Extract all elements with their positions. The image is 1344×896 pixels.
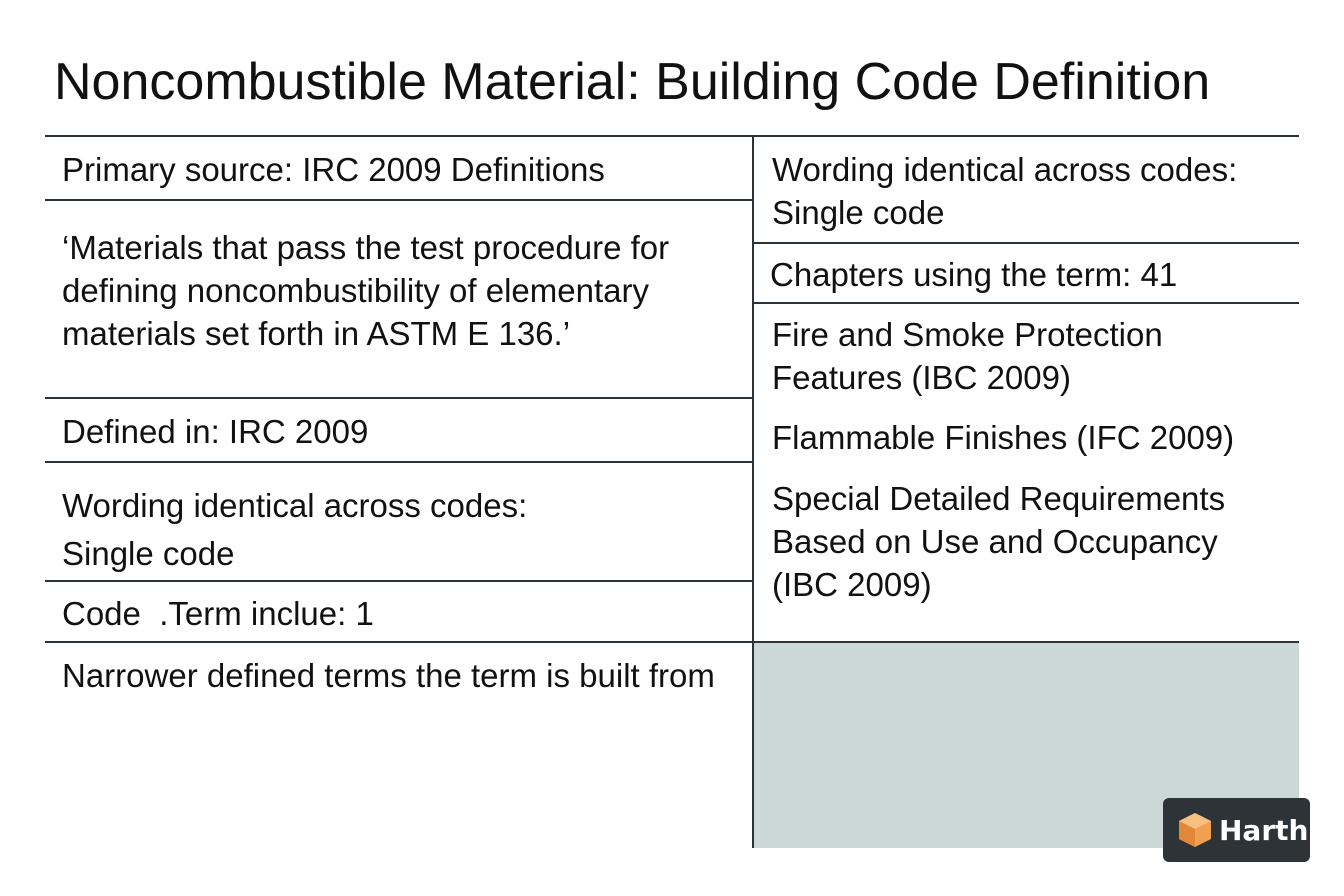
- chapter-line: Based on Use and Occupancy: [772, 523, 1218, 560]
- wording-line: Wording identical across codes:: [772, 151, 1238, 188]
- chapter-item: [772, 313, 1163, 399]
- harth-logo-icon: [1175, 810, 1215, 850]
- right-row-divider: [753, 302, 1299, 304]
- quote-line: defining noncombustibility of elementary: [62, 272, 649, 309]
- chapter-line: Features (IBC 2009): [772, 359, 1071, 396]
- wording-line: Single code: [62, 535, 235, 572]
- wording-line: Wording identical across codes:: [62, 487, 528, 524]
- page-title: Noncombustible Material: Building Code Definition: [54, 53, 1211, 111]
- quote-line: materials set forth in ASTM E 136.’: [62, 315, 571, 352]
- narrower-terms-heading: Narrower defined terms the term is built from: [62, 657, 715, 694]
- chapter-line: Special Detailed Requirements: [772, 480, 1226, 517]
- left-wording: [62, 482, 527, 578]
- chapter-item: [772, 477, 1225, 606]
- primary-source: Primary source: IRC 2009 Definitions: [62, 151, 605, 188]
- logo-text: Harth: [1219, 813, 1309, 847]
- harth-logo: [1163, 798, 1310, 862]
- top-rule: [45, 135, 1299, 137]
- chapters-count: Chapters using the term: 41: [770, 256, 1178, 293]
- chapter-line: (IBC 2009): [772, 566, 932, 603]
- left-row-divider: [45, 461, 753, 463]
- chapter-line: Flammable Finishes (IFC 2009): [772, 419, 1235, 456]
- code-term-count: Code .Term inclue: 1: [62, 595, 374, 632]
- right-wording: [772, 148, 1237, 234]
- quote-line: ‘Materials that pass the test procedure for: [62, 229, 670, 266]
- wording-line: Single code: [772, 194, 945, 231]
- defined-in: Defined in: IRC 2009: [62, 413, 369, 450]
- right-row-divider: [753, 242, 1299, 244]
- left-row-divider: [45, 397, 753, 399]
- chapter-line: Fire and Smoke Protection: [772, 316, 1163, 353]
- definition-quote: [62, 226, 669, 355]
- chapter-item: [772, 416, 1234, 459]
- left-row-divider: [45, 199, 753, 201]
- left-row-divider: [45, 580, 753, 582]
